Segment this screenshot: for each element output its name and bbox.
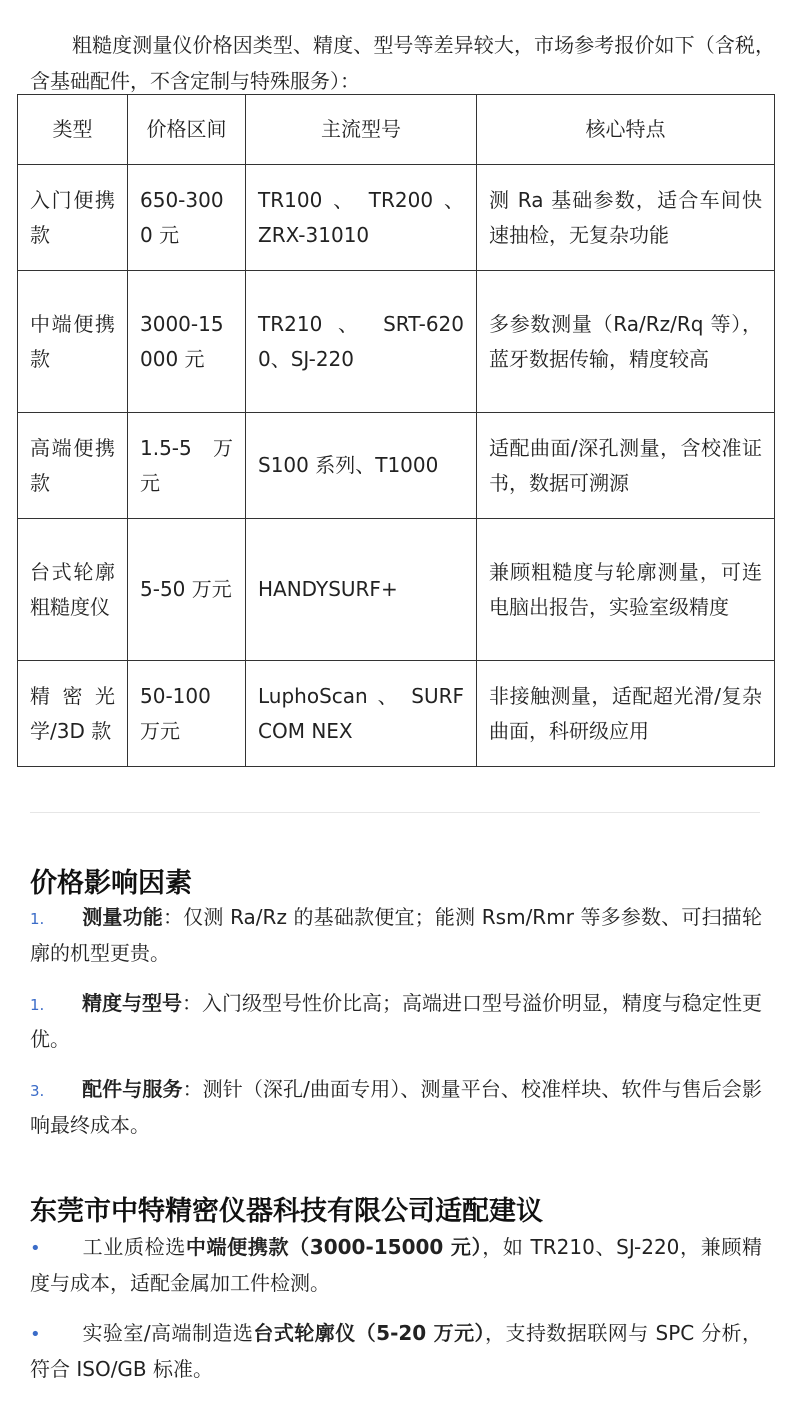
advice-highlight: 台式轮廓仪（5-20 万元） [253, 1321, 486, 1345]
factor-label: 精度与型号 [82, 991, 182, 1015]
factor-label: 配件与服务 [82, 1077, 183, 1101]
list-number: 1. [30, 910, 45, 928]
list-number: 1. [30, 996, 45, 1014]
factor-text: ：测针（深孔/曲面专用）、测量平台、校准样块、软件与售后会影响最终成本。 [30, 1077, 762, 1137]
table-row [18, 413, 775, 519]
table-cell-type: 精密光学/3D 款 [18, 661, 128, 767]
table-row [18, 661, 775, 767]
list-item [30, 1316, 762, 1386]
table-cell-type: 高端便携款 [18, 413, 128, 519]
table-cell-type: 中端便携款 [18, 271, 128, 413]
table-row [18, 271, 775, 413]
table-cell-type: 入门便携款 [18, 165, 128, 271]
section-divider [30, 812, 760, 813]
advice-text-before: 工业质检选 [82, 1235, 186, 1259]
table-cell-price: 1.5-5 万元 [128, 413, 246, 519]
list-item [30, 1230, 762, 1300]
advice-list [30, 1230, 762, 1402]
table-cell-feature: 适配曲面/深孔测量，含校准证书，数据可溯源 [477, 413, 775, 519]
table-cell-feature: 非接触测量，适配超光滑/复杂曲面，科研级应用 [477, 661, 775, 767]
list-item [30, 900, 762, 970]
bullet-icon: • [30, 1324, 41, 1345]
table-row [18, 165, 775, 271]
table-cell-model: TR210 、 SRT-6200、SJ-220 [246, 271, 477, 413]
table-header-model: 主流型号 [246, 95, 477, 165]
list-item [30, 986, 762, 1056]
table-cell-model: HANDYSURF+ [246, 519, 477, 661]
table-cell-price: 5-50 万元 [128, 519, 246, 661]
table-header-type: 类型 [18, 95, 128, 165]
advice-highlight: 中端便携款（3000-15000 元） [185, 1235, 483, 1259]
factor-label: 测量功能 [82, 905, 163, 929]
advice-text-after: ，支持数据联网与 SPC 分析，符合 ISO/GB 标准。 [30, 1321, 762, 1381]
price-table [17, 94, 775, 767]
table-cell-model: LuphoScan 、 SURFCOM NEX [246, 661, 477, 767]
table-cell-type: 台式轮廓粗糙度仪 [18, 519, 128, 661]
table-cell-price: 3000-15000 元 [128, 271, 246, 413]
table-cell-price: 50-100 万元 [128, 661, 246, 767]
advice-text-before: 实验室/高端制造选 [82, 1321, 254, 1345]
table-header-row [18, 95, 775, 165]
factors-list [30, 900, 762, 1158]
list-item [30, 1072, 762, 1142]
table-cell-model: TR100 、 TR200 、 ZRX-31010 [246, 165, 477, 271]
table-cell-feature: 兼顾粗糙度与轮廓测量，可连电脑出报告，实验室级精度 [477, 519, 775, 661]
table-cell-model: S100 系列、T1000 [246, 413, 477, 519]
table-row [18, 519, 775, 661]
advice-heading: 东莞市中特精密仪器科技有限公司适配建议 [30, 1196, 543, 1228]
factors-heading: 价格影响因素 [30, 868, 192, 900]
list-number: 3. [30, 1082, 45, 1100]
table-cell-price: 650-3000 元 [128, 165, 246, 271]
table-header-price: 价格区间 [128, 95, 246, 165]
factor-text: ：仅测 Ra/Rz 的基础款便宜；能测 Rsm/Rmr 等多参数、可扫描轮廓的机型更贵。 [30, 905, 762, 965]
table-cell-feature: 测 Ra 基础参数，适合车间快速抽检，无复杂功能 [477, 165, 775, 271]
factor-text: ：入门级型号性价比高；高端进口型号溢价明显，精度与稳定性更优。 [30, 991, 762, 1051]
intro-paragraph: 粗糙度测量仪价格因类型、精度、型号等差异较大，市场参考报价如下（含税，含基础配件，不含定制与特殊服务）： [30, 33, 775, 93]
advice-text-after: ，如 TR210、SJ-220，兼顾精度与成本，适配金属加工件检测。 [30, 1235, 762, 1295]
bullet-icon: • [30, 1238, 41, 1259]
table-header-feature: 核心特点 [477, 95, 775, 165]
table-cell-feature: 多参数测量（Ra/Rz/Rq 等），蓝牙数据传输，精度较高 [477, 271, 775, 413]
